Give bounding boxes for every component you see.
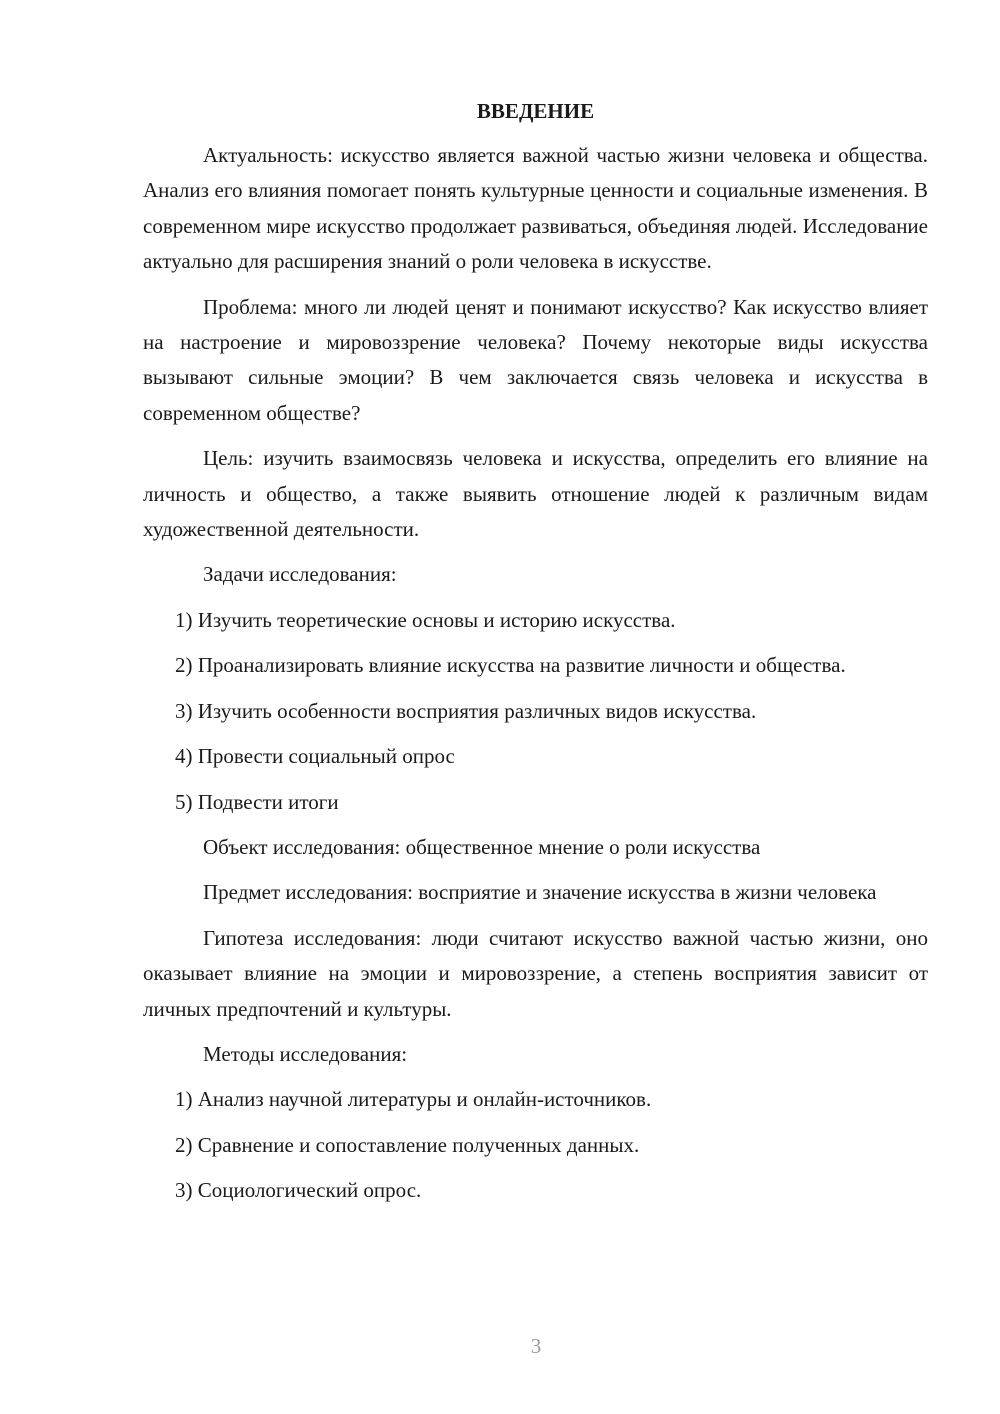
task-item: 3) Изучить особенности восприятия различных видов искусства. [175, 698, 757, 723]
page-number: 3 [530, 1334, 542, 1358]
task-item: 5) Подвести итоги [175, 789, 339, 814]
document-body [143, 96, 928, 1219]
page-title: ВВЕДЕНИЕ [476, 99, 595, 123]
task-item: 2) Проанализировать влияние искусства на развитие личности и общества. [175, 653, 846, 678]
task-item: 4) Провести социальный опрос [175, 744, 455, 769]
hypothesis-paragraph: Гипотеза исследования: люди считают искусство важной частью жизни, оно оказывает влияние на эмоции и мировоззрение, а степень восприятия зависит от личных предпочтений и культуры. [143, 925, 928, 1021]
research-object-paragraph: Объект исследования: общественное мнение о роли искусства [203, 834, 761, 859]
method-item: 2) Сравнение и сопоставление полученных данных. [175, 1132, 640, 1157]
method-item: 1) Анализ научной литературы и онлайн-источников. [175, 1087, 652, 1112]
tasks-heading: Задачи исследования: [203, 562, 397, 587]
problem-paragraph: Проблема: много ли людей ценят и понимают искусство? Как искусство влияет на настроение и мировоззрение человека? Почему некоторые виды искусства вызывают сильные эмоции? В чем заключается связь человека и искусства в современном обществе? [143, 294, 928, 425]
task-item: 1) Изучить теоретические основы и историю искусства. [175, 607, 676, 632]
methods-heading: Методы исследования: [203, 1041, 408, 1066]
relevance-paragraph: Актуальность: искусство является важной частью жизни человека и общества. Анализ его влияния помогает понять культурные ценности и социальные изменения. В современном мире искусство продолжает развиваться, объединяя людей. Исследование актуально для расширения знаний о роли человека в искусстве. [143, 143, 928, 274]
research-subject-paragraph: Предмет исследования: восприятие и значение искусства в жизни человека [203, 880, 877, 905]
goal-paragraph: Цель: изучить взаимосвязь человека и искусства, определить его влияние на личность и общество, а также выявить отношение людей к различным видам художественной деятельности. [143, 446, 928, 542]
method-item: 3) Социологический опрос. [175, 1178, 422, 1203]
